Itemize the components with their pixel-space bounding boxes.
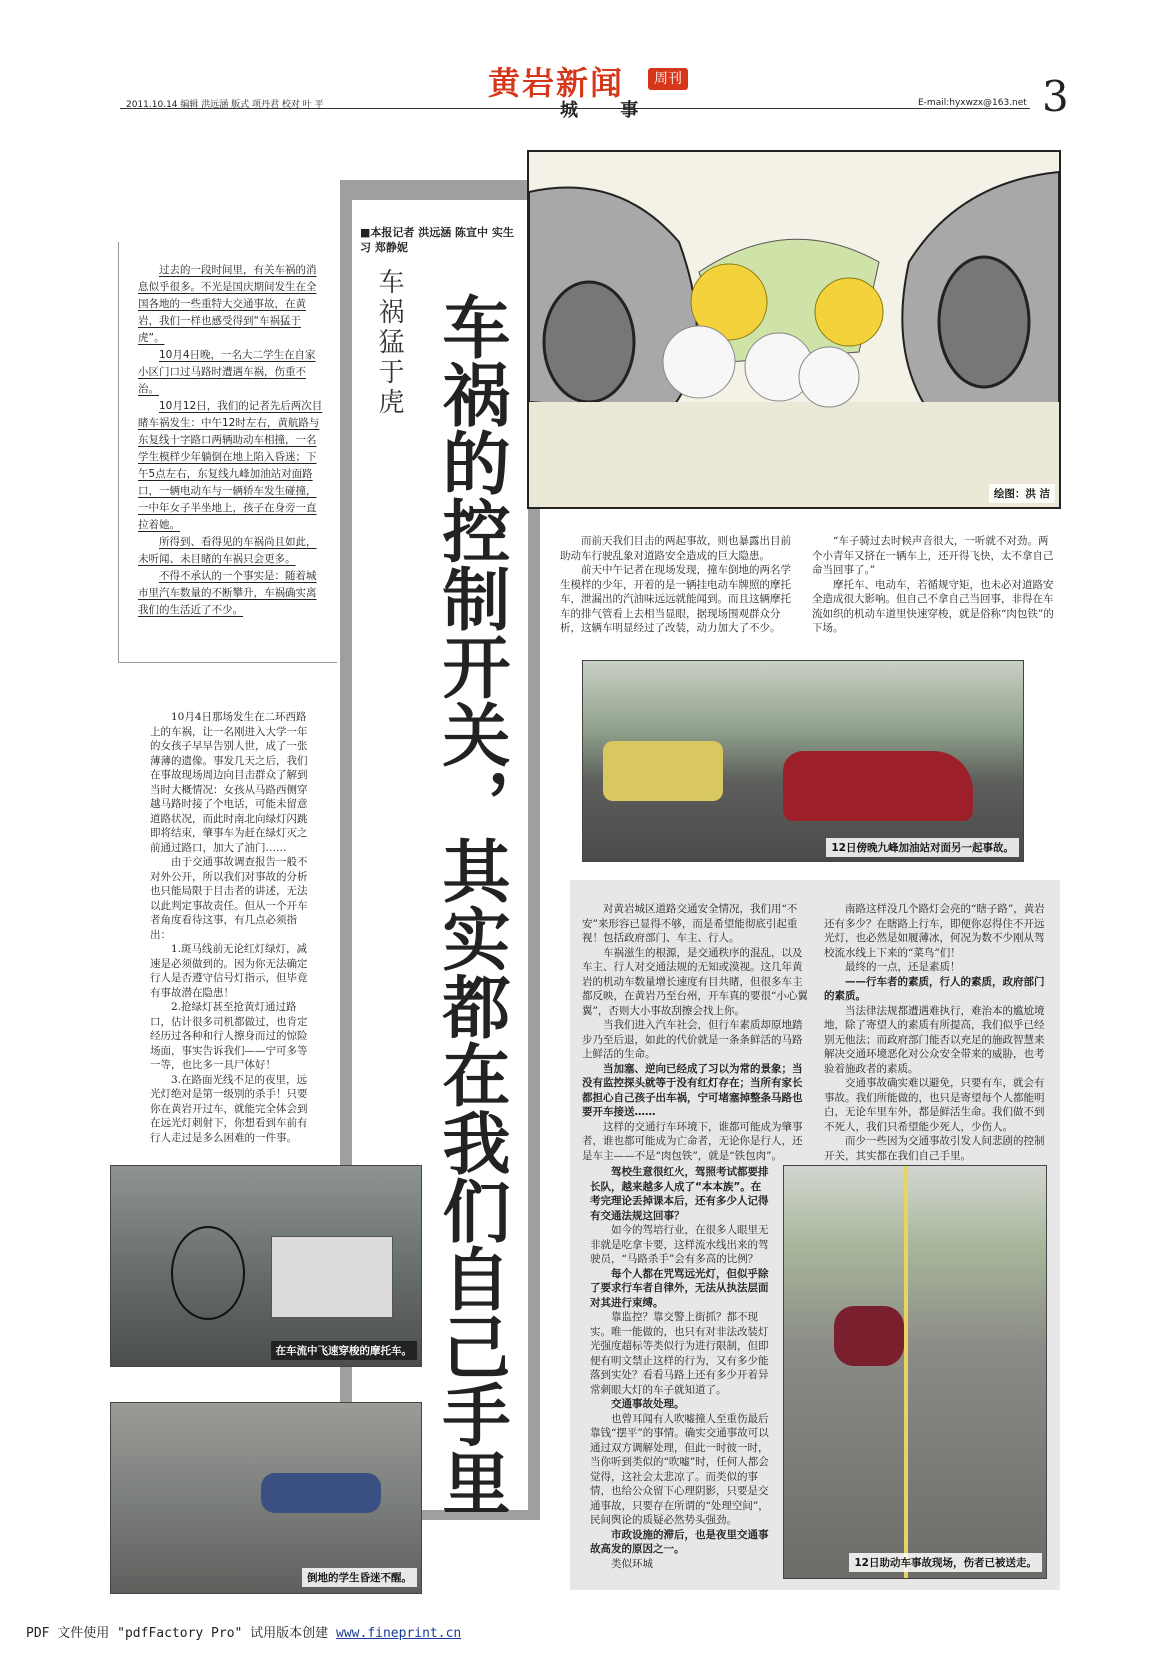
- byline: ■本报记者 洪远涵 陈宣中 实生习 郑静妮: [360, 226, 514, 254]
- headline: 车祸的控制开关，其实都在我们自己手里: [431, 292, 510, 1516]
- article-paragraph: 摩托车、电动车，若循规守矩，也未必对道路安全造成很大影响。但自己不拿自己当回事，非得在车流如织的机动车道里快速穿梭，就是俗称“肉包铁”的下场。: [812, 578, 1054, 634]
- illustration: [527, 150, 1061, 509]
- middle-column-left: [560, 534, 800, 636]
- photo-caption: 在车流中飞速穿梭的摩托车。: [271, 1341, 418, 1360]
- road-marking: [904, 1166, 908, 1578]
- left-article-column: [150, 710, 310, 1145]
- photo-caption: 12日傍晚九峰加油站对面另一起事故。: [826, 838, 1019, 857]
- highlight-circle: [171, 1226, 245, 1320]
- intro-paragraph: 10月12日，我们的记者先后两次目睹车祸发生：中午12时左右，黄航路与东复线十字路口两辆助动车相撞，一名学生模样少年躺倒在地上陷入昏迷；下午5点左右，东复线九峰加油站对面路口，一辆电动车与一辆轿车发生碰撞，一中年女子半坐地上，孩子在身旁一直拉着她。: [138, 400, 323, 531]
- commentary-column-1b: [590, 1165, 770, 1571]
- photo-student-on-ground: [110, 1402, 422, 1594]
- commentary-paragraph-bold: 每个人都在咒骂远光灯，但似乎除了要求行车者自律外，无法从执法层面对其进行束缚。: [590, 1267, 769, 1309]
- commentary-paragraph-bold: 市政设施的滞后，也是夜里交通事故高发的原因之一。: [590, 1528, 769, 1555]
- header-rule: [120, 108, 1030, 109]
- article-paragraph: 由于交通事故调查报告一般不对外公开，所以我们对事故的分析也只能局限于目击者的讲述，无法以此判定事故责任。但从一个开车者角度看待这事，有几点必须指出：: [150, 856, 308, 941]
- commentary-column-1: [582, 902, 812, 1163]
- article-paragraph: 2.抢绿灯甚至抢黄灯通过路口，估计很多司机都做过，也肯定经历过各种和行人擦身而过的惊险场面，事实告诉我们——宁可多等一等，也比多一具尸体好！: [150, 1001, 308, 1071]
- article-paragraph: 而前天我们目击的两起事故，则也暴露出目前助动车行驶乱象对道路安全造成的巨大隐患。: [560, 535, 791, 562]
- header-edition-info: 2011.10.14 编辑 洪远涵 版式 项丹君 校对 叶 平: [126, 100, 324, 110]
- photo-caption: 倒地的学生昏迷不醒。: [302, 1568, 417, 1587]
- intro-paragraph: 不得不承认的一个事实是：随着城市里汽车数量的不断攀升，车祸确实离我们的生活近了不少。: [138, 570, 317, 616]
- commentary-paragraph-bold: 驾校生意很红火，驾照考试都要排长队，越来越多人成了“本本族”。在考完理论丢掉课本后，还有多少人记得有交通法规这回事？: [590, 1166, 769, 1222]
- red-car-shape: [783, 751, 973, 821]
- photo-motorcycle-in-traffic: [110, 1165, 422, 1367]
- illustration-drawing: [529, 152, 1059, 507]
- intro-paragraph: 过去的一段时间里，有关车祸的消息似乎很多。不光是国庆期间发生在全国各地的一些重特大交通事故，在黄岩，我们一样也感受得到“车祸猛于虎”。: [138, 264, 317, 344]
- commentary-paragraph-bold: 当加塞、逆向已经成了习以为常的景象；当没有监控探头就等于没有红灯存在；当所有家长都担心自己孩子出车祸，宁可堵塞掉整条马路也要开车接送……: [582, 1062, 803, 1118]
- photo-moped-accident-scene: [783, 1165, 1047, 1579]
- commentary-paragraph: 类似环城: [611, 1557, 653, 1570]
- article-paragraph: 10月4日那场发生在二环西路上的车祸，让一名刚进入大学一年的女孩子早早告别人世，成了一张薄薄的遗像。事发几天之后，我们在事故现场周边向目击群众了解到当时大概情况：女孩从马路西侧穿越马路时接了个电话，可能未留意道路状况，而此时南北向绿灯闪跳即将结束，肇事车为赶在绿灯灭之前通过路口，加大了油门……: [150, 711, 308, 854]
- commentary-paragraph: 车祸滋生的根源，是交通秩序的混乱，以及车主、行人对交通法规的无知或漠视。这几年黄岩的机动车数量增长速度有目共睹，但很多车主都反映，在黄岩乃至台州，开车真的要很“小心翼翼”，否则大小事故刮擦会找上你。: [582, 946, 808, 1017]
- subtitle: 车祸猛于虎: [374, 268, 404, 418]
- commentary-paragraph: 如今的驾培行业，在很多人眼里无非就是吃拿卡要，这样流水线出来的驾驶员，“马路杀手”会有多高的比例？: [590, 1224, 769, 1265]
- masthead-title: 黄岩新闻: [488, 64, 625, 102]
- moped-shape: [834, 1306, 904, 1366]
- intro-paragraph: 所得到、看得见的车祸尚且如此，未听闻、未目睹的车祸只会更多。: [138, 536, 317, 565]
- footer-link[interactable]: www.fineprint.cn: [336, 1626, 462, 1641]
- pdf-footer: [26, 1622, 461, 1641]
- commentary-paragraph: 也曾耳闻有人吹嘘撞人至重伤最后靠钱“摆平”的事情。确实交通事故可以通过双方调解处理，但此一时彼一时，当你听到类似的“吹嘘”时，任何人都会觉得，这社会太悲凉了。而类似的事情，也给公众留下心理阴影，只要是交通事故，只要存在所谓的“处理空间”，民间舆论的质疑必然势头强劲。: [590, 1412, 769, 1526]
- commentary-paragraph: 而少一些因为交通事故引发人间悲剧的控制开关，其实都在我们自己手里。: [824, 1135, 1045, 1162]
- article-paragraph: 1.斑马线前无论红灯绿灯，减速是必须做到的。因为你无法确定行人是否遵守信号灯指示，但毕竟有事故潜在隐患！: [150, 943, 308, 999]
- commentary-paragraph: 交通事故确实难以避免，只要有车，就会有事故。我们所能做的，也只是寄望每个人都能明白，无论车里车外，都是鲜活生命。我们做不到不死人，我们只希望能少死人，少伤人。: [824, 1077, 1045, 1133]
- truck-shape: [271, 1236, 393, 1318]
- commentary-paragraph: 最终的一点，还是素质！: [845, 961, 961, 973]
- intro-paragraph: 10月4日晚，一名大二学生在自家小区门口过马路时遭遇车祸，伤重不治。: [138, 349, 316, 395]
- section-title: 城 事: [560, 100, 657, 121]
- commentary-paragraph: 靠监控？靠交警上街抓？都不现实。唯一能做的，也只有对非法改装灯光强度超标等类似行为进行限制，但即便有明文禁止这样的行为，又有多少能落到实处？看看马路上还有多少开着异常刺眼大灯的车子就知道了。: [590, 1311, 769, 1396]
- article-paragraph: 3.在路面光线不足的夜里，远光灯绝对是第一级别的杀手！只要你在黄岩开过车，就能完全体会到在远光灯刺射下，你想看到车前有行人走过是多么困难的一件事。: [150, 1073, 308, 1144]
- commentary-paragraph: 南路这样没几个路灯会亮的“瞎子路”，黄岩还有多少？在瞎路上行车，即便你忍得住不开远光灯，也必然是如履薄冰，何况为数不少刚从驾校流水线上下来的“菜鸟”们！: [824, 903, 1045, 959]
- commentary-paragraph: 当我们进入汽车社会，但行车素质却原地踏步乃至后退，如此的代价就是一条条鲜活的马路上鲜活的生命。: [582, 1019, 803, 1060]
- taxi-shape: [603, 741, 723, 801]
- commentary-paragraph-bold: ——行车者的素质，行人的素质，政府部门的素质。: [824, 975, 1045, 1002]
- intro-text: [138, 262, 323, 619]
- footer-text: PDF 文件使用 "pdfFactory Pro" 试用版本创建: [26, 1626, 329, 1641]
- commentary-paragraph: 这样的交通行车环境下，谁都可能成为肇事者，谁也都可能成为亡命者，无论你是行人，还是车主——不是“肉包铁”，就是“铁包肉”。: [582, 1120, 803, 1162]
- masthead-badge: 周刊: [648, 68, 688, 90]
- illustration-credit: 绘图：洪 洁: [989, 484, 1055, 503]
- commentary-paragraph-bold: 交通事故处理。: [611, 1398, 685, 1410]
- commentary-paragraph: 当法律法规都遭遇难执行，难治本的尴尬境地，除了寄望人的素质有所提高，我们似乎已经别无他法；而政府部门能否以充足的施政智慧来解决交通环境恶化对公众安全带来的威胁，也考验着施政者的素质。: [824, 1004, 1045, 1075]
- photo-caption: 12日助动车事故现场，伤者已被送走。: [849, 1553, 1042, 1572]
- commentary-column-2: [824, 902, 1050, 1163]
- header-email[interactable]: E-mail:hyxwzx@163.net: [918, 98, 1027, 108]
- photo-accident-gas-station: [582, 660, 1024, 862]
- middle-column-right: [812, 534, 1057, 636]
- article-paragraph: “车子骑过去时候声音很大，一听就不对劲。两个小青年又挤在一辆车上，还开得飞快，太不拿自己命当回事了。”: [812, 535, 1054, 576]
- commentary-paragraph: 对黄岩城区道路交通安全情况，我们用“不安”来形容已显得不够，而是希望能彻底引起重视！包括政府部门、车主、行人。: [582, 903, 798, 944]
- article-paragraph: 前天中午记者在现场发现，撞车倒地的两名学生模样的少年，开着的是一辆挂电动车牌照的摩托车，泄漏出的汽油味远远就能闻到。而且这辆摩托车的排气管看上去相当显眼，据现场围观群众分析，这辆车明显经过了改装，动力加大了不少。: [560, 564, 791, 634]
- injured-person-shape: [261, 1473, 381, 1513]
- page-number: 3: [1042, 72, 1069, 121]
